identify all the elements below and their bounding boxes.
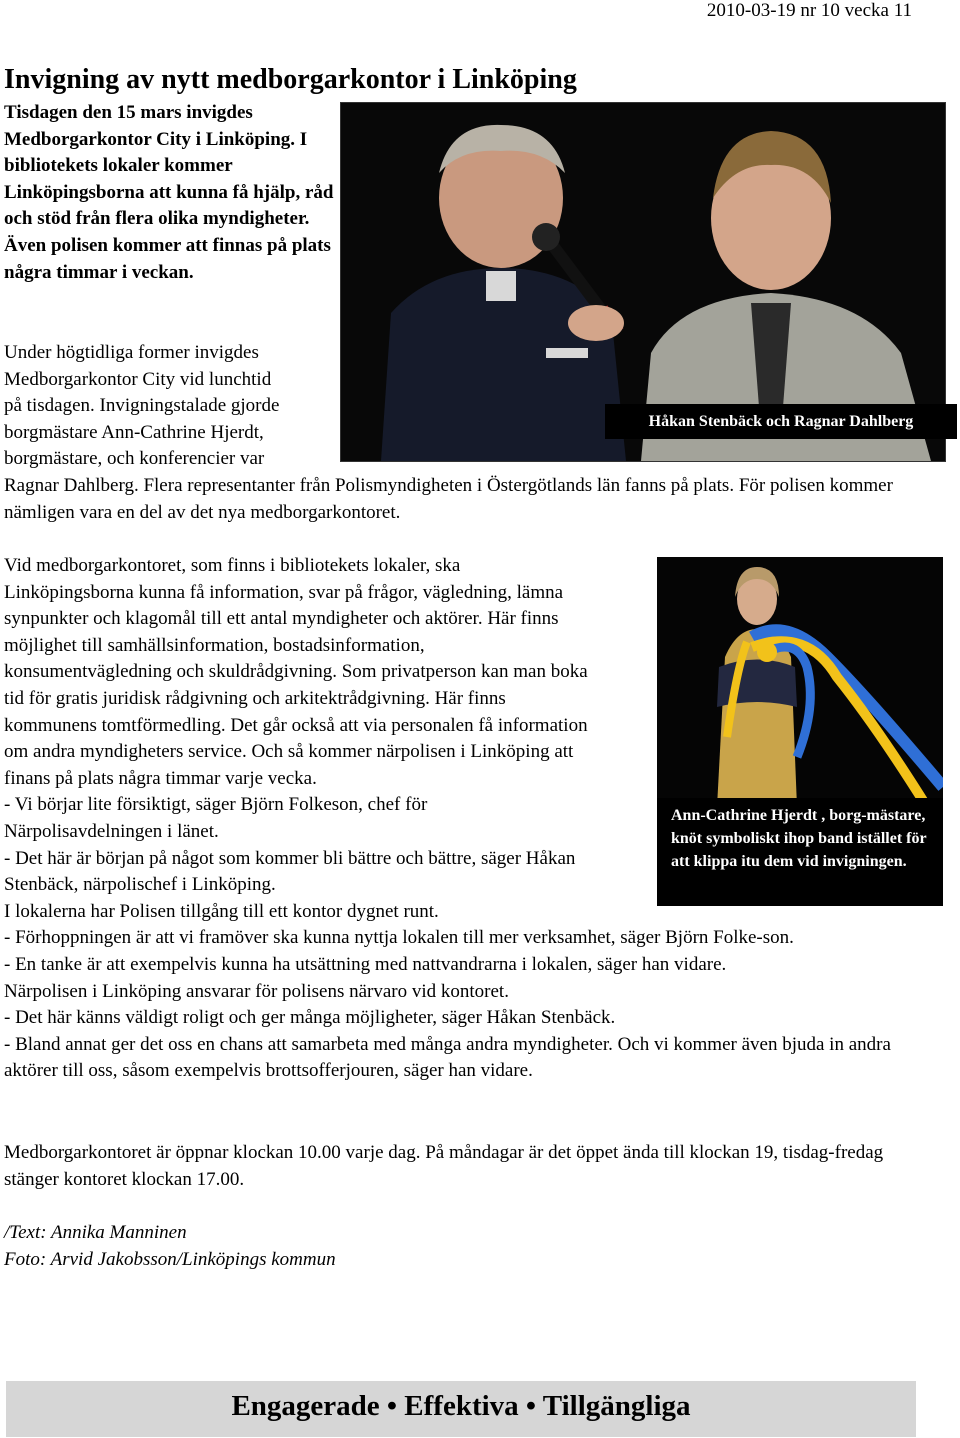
photo-2-caption: Ann-Cathrine Hjerdt , borg-mästare, knöt symboliskt ihop band istället för att klippa itu dem vid invigningen. [657, 798, 943, 906]
paragraph-2-line: I lokalerna har Polisen tillgång till ett kontor dygnet runt. [4, 900, 439, 922]
paragraph-2-line: Vid medborgarkontoret, som finns i bibliotekets lokaler, ska Linköpingsborna kunna få information, svar på frågor, vägledning, lämna synpunkter och klagomål till ett antal myndigheter och aktörer. Här finns möjlighet till samhällsinformation, bostadsinformation, konsumentvägledning och skuldrådgivning. Som privatperson kan man boka tid för gratis juridisk rådgivning och arkitektrådgivning. Här finns kommunens tomtförmedling. Det går också att via personalen få information om andra myndigheters service. Och så kommer närpolisen i Linköping att finans på plats några timmar varje vecka. [4, 555, 588, 789]
footer-slogan: Engagerade • Effektiva • Tillgängliga [231, 1390, 691, 1422]
credit-photo: Foto: Arvid Jakobsson/Linköpings kommun [4, 1248, 336, 1270]
credit-text: /Text: Annika Manninen [4, 1222, 187, 1243]
article-credits [4, 1220, 704, 1273]
quote-line: - Förhoppningen är att vi framöver ska kunna nyttja lokalen till mer verksamhet, säger Björn Folke-son. [4, 927, 794, 949]
article-title: Invigning av nytt medborgarkontor i Linköping [4, 64, 577, 95]
quote-line: - Det här är början på något som kommer bli bättre och bättre, säger Håkan Stenbäck, närpolischef i Linköping. [4, 847, 576, 896]
paragraph-2-line: Närpolisen i Linköping ansvarar för polisens närvaro vid kontoret. [4, 980, 509, 1002]
quote-line: - Det här känns väldigt roligt och ger många möjligheter, säger Håkan Stenbäck. [4, 1007, 616, 1029]
photo-1-caption: Håkan Stenbäck och Ragnar Dahlberg [605, 404, 957, 439]
quote-line: - En tanke är att exempelvis kunna ha utsättning med nattvandrarna i lokalen, säger han vidare. [4, 953, 727, 975]
article-paragraph-3: Medborgarkontoret är öppnar klockan 10.00 varje dag. På måndagar är det öppet ända till klockan 19, tisdag-fredag stänger kontoret klockan 17.00. [4, 1142, 884, 1190]
quote-line: - Bland annat ger det oss en chans att samarbeta med många andra myndigheter. Och vi kommer även bjuda in andra aktörer till oss, såsom exempelvis brottsofferjouren, säger han vidare. [4, 1033, 891, 1082]
article-paragraph-1 [4, 340, 904, 526]
paragraph-1-text: Under högtidliga former invigdes Medborgarkontor City vid lunchtid på tisdagen. Invigningstalade gjorde borgmästare Ann-Cathrine Hjerdt, borgmästare, och konferencier var Ragnar Dahlberg. Flera representanter från Polismyndigheten i Östergötlands län fanns på plats. För polisen kommer nämligen vara en del av det nya medborgarkontoret. [4, 342, 893, 523]
article-lead: Tisdagen den 15 mars invigdes Medborgarkontor City i Linköping. I bibliotekets lokaler kommer Linköpingsborna att kunna få hjälp, råd och stöd från flera olika myndigheter. Även polisen kommer att finnas på plats några timmar i veckan. [4, 102, 334, 283]
quote-line: - Vi börjar lite försiktigt, säger Björn Folkeson, chef för Närpolisavdelningen i länet. [4, 794, 428, 842]
article-paragraph-2 [4, 553, 904, 1085]
issue-date-line: 2010-03-19 nr 10 vecka 11 [706, 0, 912, 21]
